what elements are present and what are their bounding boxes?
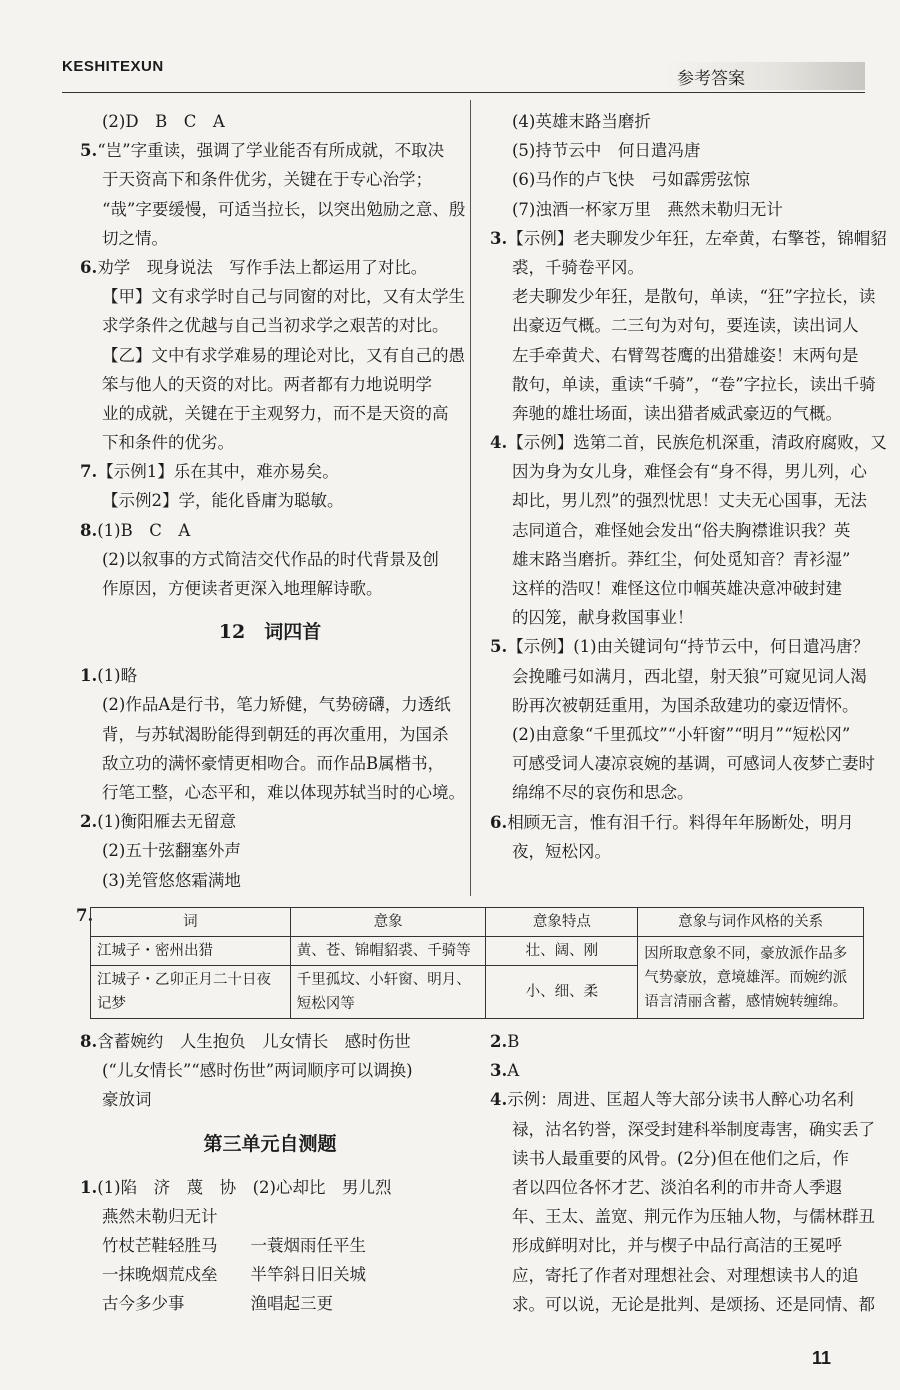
question-number: 7. (76, 906, 94, 925)
page-number: 11 (812, 1348, 832, 1368)
answer-line (490, 1085, 870, 1114)
answer-line (490, 1056, 870, 1085)
answer-text: 年、王太、盖宽、荆元作为压轴人物，与儒林群丑 (512, 1207, 875, 1227)
answer-text: (2)D B C A (102, 112, 225, 131)
answer-line (490, 1202, 875, 1231)
question-number: 3. (490, 228, 508, 248)
answer-line (80, 253, 460, 282)
answer-text: 劝学 现身说法 写作手法上都运用了对比。 (97, 257, 428, 277)
answer-line (80, 545, 460, 574)
answer-text: (7)浊酒一杯家万里 燕然未勒归无计 (512, 199, 783, 219)
answer-line (490, 370, 876, 399)
question-number: 6. (80, 257, 98, 277)
table-cell-tedian: 壮、阔、刚 (486, 937, 638, 966)
answer-text: 会挽雕弓如满月，西北望，射天狼”可窥见词人渴 (512, 666, 867, 686)
right-column (490, 107, 887, 866)
answer-line (80, 1085, 460, 1114)
answer-text: 奔驰的雄壮场面，读出猎者威武豪迈的气概。 (512, 403, 842, 423)
header-brand: KESHITEXUN (62, 58, 164, 75)
answer-text: 切之情。 (102, 228, 168, 248)
answer-text: 相顾无言，惟有泪千行。料得年年肠断处，明月 (507, 812, 854, 832)
answer-text: (1)衡阳雁去无留意 (97, 812, 237, 832)
answer-text: 者以四位各怀才艺、淡泊名利的市井奇人季遐 (512, 1177, 842, 1197)
answer-line (490, 1144, 870, 1173)
answer-text: 下和条件的优劣。 (102, 433, 234, 453)
table-header-cell: 词 (91, 908, 291, 937)
question-number: 6. (490, 812, 508, 832)
question-number: 1. (80, 666, 98, 686)
question-number: 4. (490, 433, 508, 453)
answer-text: (2)作品A是行书，笔力矫健，气势磅礴，力透纸 (102, 695, 451, 715)
answer-text: A (507, 1061, 520, 1081)
answer-line (490, 341, 870, 370)
answer-line (490, 720, 870, 749)
left-column (80, 107, 466, 895)
answer-text: B (507, 1032, 520, 1051)
column-divider (470, 100, 471, 896)
answer-line (490, 486, 870, 515)
answer-line (490, 311, 870, 340)
question-number: 2. (80, 812, 98, 832)
answer-line (490, 749, 875, 778)
answer-line (80, 282, 465, 311)
answer-text: (1)略 (97, 666, 138, 686)
question-number: 5. (490, 637, 508, 657)
answer-line (80, 516, 460, 545)
table-header-cell: 意象 (290, 908, 486, 937)
answer-text: 行笔工整，心态平和，难以体现苏轼当时的心境。 (102, 782, 465, 802)
answer-text: 豪放词 (102, 1090, 152, 1110)
answer-line (490, 195, 870, 224)
answer-text: “哉”字要缓慢，可适当拉长，以突出勉励之意、殷 (102, 199, 466, 219)
answer-line (490, 399, 870, 428)
question-number: 8. (80, 1032, 98, 1051)
answer-text: 求。可以说，无论是批判、是颂扬、还是同情、都 (512, 1294, 875, 1314)
answer-text: 禄，沽名钓誉，深受封建科举制度毒害，确实丢了 (512, 1119, 875, 1139)
answer-text: 却比，男儿烈”的强烈忧思！丈夫无心国事，无法 (512, 491, 867, 511)
table-cell-relation: 因所取意象不同，豪放派作品多气势豪放，意境雄浑。而婉约派语言清丽含蓄，感情婉转缠绵。 (638, 937, 864, 1019)
answer-line (490, 1115, 875, 1144)
question-number: 7. (80, 462, 98, 482)
answer-text: (6)马作的卢飞快 弓如霹雳弦惊 (512, 170, 750, 190)
answer-text: 【甲】文有求学时自己与同窗的对比，又有太学生 (102, 287, 465, 307)
question-number: 2. (490, 1032, 508, 1051)
answer-text: 于天资高下和条件优劣，关键在于专心治学； (102, 170, 432, 190)
answer-text: 【示例2】学，能化昏庸为聪敏。 (102, 491, 344, 511)
answer-line (490, 224, 887, 253)
answer-line (490, 1027, 870, 1056)
answer-text: 应，寄托了作者对理想社会、对理想读书人的追 (512, 1265, 859, 1285)
answer-text: (“儿女情长”“感时伤世”两词顺序可以调换) (102, 1061, 413, 1081)
table-cell-tedian: 小、细、柔 (486, 966, 638, 1019)
answer-text: 读书人最重要的风骨。(2分)但在他们之后，作 (512, 1148, 849, 1168)
answer-line (490, 574, 870, 603)
table-header-cell: 意象与词作风格的关系 (638, 908, 864, 937)
answer-line (490, 632, 870, 661)
answer-text: (4)英雄末路当磨折 (512, 112, 651, 131)
answer-line (80, 224, 460, 253)
answer-line (80, 341, 465, 370)
answer-line (80, 836, 460, 865)
question-number: 3. (490, 1061, 508, 1081)
answer-line (80, 195, 466, 224)
answer-text: 【示例】(1)由关键词句“持节云中，何日遣冯唐？ (507, 637, 870, 657)
answer-line (490, 778, 870, 807)
header-divider (62, 92, 865, 93)
answer-text: (2)由意象“千里孤坟”“小轩窗”“明月”“短松冈” (512, 724, 851, 744)
answer-line (490, 691, 870, 720)
answer-text: 出豪迈气概。二三句为对句，要连读，读出词人 (512, 316, 859, 336)
answer-text: 夜，短松冈。 (512, 841, 611, 861)
header-section-label: 参考答案 (677, 69, 745, 89)
header-section-tab (665, 62, 865, 90)
answer-line (80, 1289, 460, 1318)
answer-line (80, 1231, 460, 1260)
answer-text: 因为身为女儿身，难怪会有“身不得，男儿列，心 (512, 462, 867, 482)
answer-line (80, 749, 460, 778)
answer-text: 作原因，方便读者更深入地理解诗歌。 (102, 579, 383, 598)
answer-text: (5)持节云中 何日遣冯唐 (512, 141, 701, 161)
answer-line (80, 107, 460, 136)
answer-line (80, 1202, 460, 1231)
question-number: 8. (80, 520, 98, 540)
answer-line (80, 311, 460, 340)
answer-text: 古今多少事 渔唱起三更 (102, 1294, 333, 1314)
answer-line (490, 603, 870, 632)
section-heading: 12 词四首 (218, 621, 322, 644)
answer-line (490, 662, 870, 691)
answer-text: 【示例】老夫聊发少年狂，左牵黄，右擎苍，锦帽貂 (507, 228, 887, 248)
answer-line (490, 1261, 870, 1290)
answer-line (80, 165, 460, 194)
table-cell-ci: 江城子・密州出猎 (91, 937, 291, 966)
answer-text: 【示例1】乐在其中，难亦易矣。 (97, 462, 339, 482)
answer-text: 的囚笼，献身救国事业！ (512, 608, 694, 628)
table-cell-ci: 江城子・乙卯正月二十日夜记梦 (91, 966, 291, 1019)
answer-line (80, 574, 460, 603)
answer-text: 志同道合，难怪她会发出“俗夫胸襟谁识我？英 (512, 520, 851, 540)
answer-line (490, 837, 870, 866)
table-header-row (91, 908, 864, 937)
section-heading: 第三单元自测题 (203, 1132, 337, 1155)
bottom-left-column (80, 1027, 460, 1319)
bottom-right-column (490, 1027, 875, 1319)
answer-line (490, 282, 876, 311)
answer-text: 业的成就，关键在于主观努力，而不是天资的高 (102, 403, 449, 423)
answer-text: 老夫聊发少年狂，是散句，单读，“狂”字拉长，读 (512, 287, 876, 307)
answer-line (80, 807, 460, 836)
answer-line (80, 1260, 460, 1289)
answer-text: 可感受词人凄凉哀婉的基调，可感词人夜梦亡妻时 (512, 754, 875, 774)
answer-text: 【乙】文中有求学难易的理论对比，又有自己的愚 (102, 345, 465, 365)
answer-line (490, 253, 870, 282)
answer-line (80, 1027, 460, 1056)
answer-text: 这样的浩叹！难怪这位巾帼英雄决意冲破封建 (512, 579, 842, 598)
answer-text: 敌立功的满怀豪情更相吻合。而作品B属楷书， (102, 753, 445, 773)
answer-line (490, 457, 870, 486)
table-header-cell: 意象特点 (486, 908, 638, 937)
answer-line (80, 866, 460, 895)
answer-line (80, 457, 460, 486)
answer-text: (2)以叙事的方式简洁交代作品的时代背景及创 (102, 549, 439, 569)
answer-line (490, 1173, 870, 1202)
answer-line (80, 690, 460, 719)
question-number: 5. (80, 141, 98, 161)
answer-line (490, 1290, 875, 1319)
answer-text: 一抹晚烟荒戍垒 半竿斜日旧关城 (102, 1265, 366, 1285)
answer-line (80, 661, 460, 690)
answer-text: 形成鲜明对比，并与楔子中品行高洁的王冕呼 (512, 1236, 842, 1256)
answer-line (490, 107, 870, 136)
answer-text: 示例：周进、匡超人等大部分读书人醉心功名利 (507, 1090, 854, 1110)
answer-text: 散句，单读，重读“千骑”，“卷”字拉长，读出千骑 (512, 374, 876, 394)
table-cell-yixiang: 黄、苍、锦帽貂裘、千骑等 (290, 937, 486, 966)
answer-text: 绵绵不尽的哀伤和思念。 (512, 783, 694, 803)
answer-text: 左手牵黄犬、右臂驾苍鹰的出猎雄姿！末两句是 (512, 345, 859, 365)
answer-line (490, 1231, 870, 1260)
answer-line (80, 486, 460, 515)
question-number: 1. (80, 1177, 98, 1197)
imagery-table (90, 907, 864, 1019)
table-row (91, 937, 864, 966)
answer-text: 盼再次被朝廷重用，为国杀敌建功的豪迈情怀。 (512, 695, 859, 715)
answer-line (80, 720, 460, 749)
answer-text: 燕然未勒归无计 (102, 1206, 218, 1226)
answer-line (490, 808, 870, 837)
answer-text: (1)B C A (97, 520, 191, 540)
answer-line (80, 1173, 460, 1202)
table-cell-yixiang: 千里孤坟、小轩窗、明月、短松冈等 (290, 966, 486, 1019)
answer-text: 求学条件之优越与自己当初求学之艰苦的对比。 (102, 316, 449, 336)
answer-text: (1)陷 济 蔑 协 (2)心却比 男儿烈 (97, 1177, 392, 1197)
answer-line (80, 428, 460, 457)
answer-line (490, 428, 887, 457)
answer-text: 【示例】选第二首，民族危机深重，清政府腐败，又 (507, 433, 887, 453)
answer-line (80, 136, 460, 165)
answer-text: 含蓄婉约 人生抱负 儿女情长 感时伤世 (97, 1032, 411, 1051)
answer-text: (3)羌管悠悠霜满地 (102, 870, 241, 890)
answer-line (490, 165, 870, 194)
answer-line (80, 778, 465, 807)
answer-text: 竹杖芒鞋轻胜马 一蓑烟雨任平生 (102, 1235, 366, 1255)
answer-text: 背，与苏轼渴盼能得到朝廷的再次重用，为国杀 (102, 724, 449, 744)
question-number: 4. (490, 1090, 508, 1110)
answer-line (490, 136, 870, 165)
answer-line (80, 370, 460, 399)
answer-text: 裘，千骑卷平冈。 (512, 257, 644, 277)
answer-line (80, 399, 460, 428)
answer-text: 雄末路当磨折。莽红尘，何处觅知音？青衫湿” (512, 549, 851, 569)
answer-line (490, 545, 870, 574)
answer-line (490, 516, 870, 545)
answer-line (80, 1056, 460, 1085)
answer-text: 笨与他人的天资的对比。两者都有力地说明学 (102, 374, 432, 394)
answer-text: (2)五十弦翻塞外声 (102, 841, 241, 861)
answer-text: “岂”字重读，强调了学业能否有所成就，不取决 (97, 141, 445, 161)
